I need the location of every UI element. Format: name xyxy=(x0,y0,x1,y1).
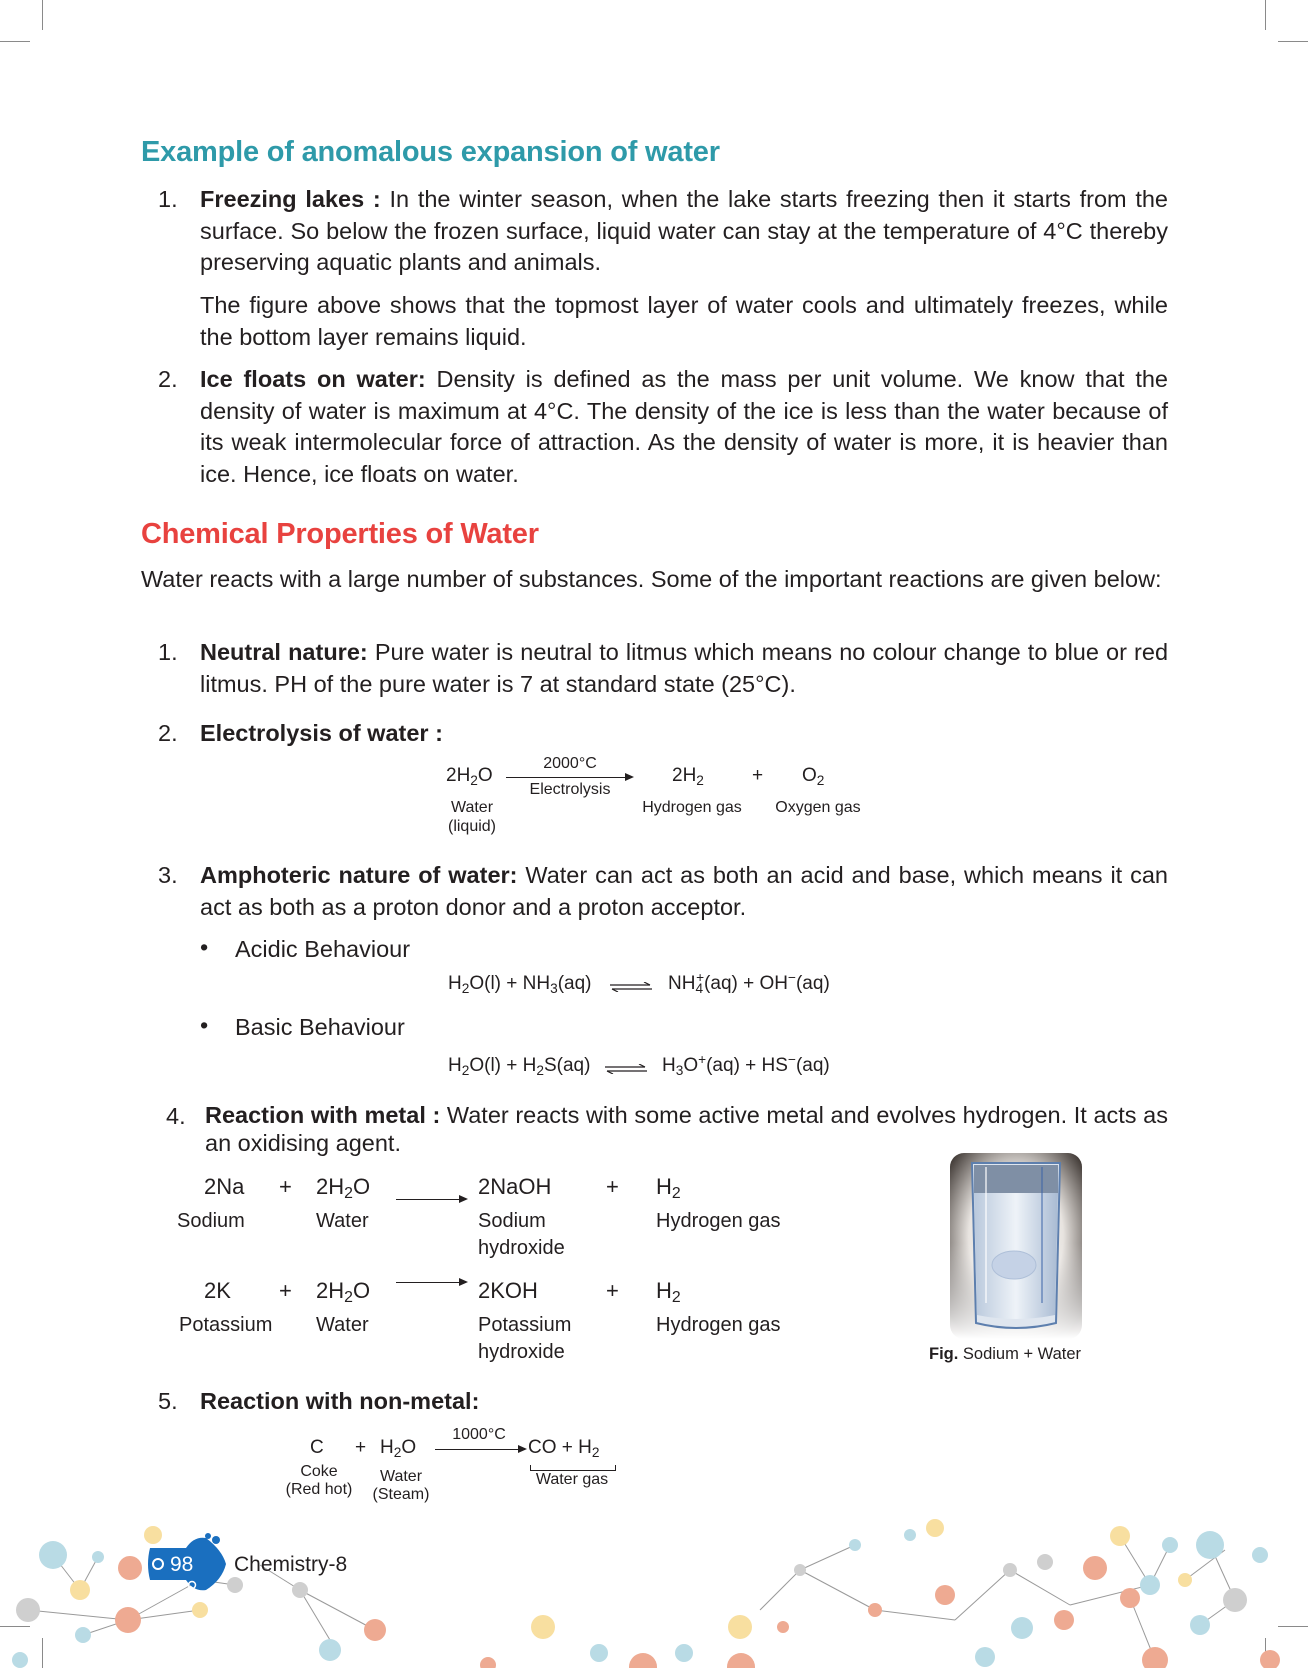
reactant-carbon: C xyxy=(310,1437,324,1458)
bullet-dot: • xyxy=(200,934,209,960)
item-text: Density is defined as the mass per unit volume. We know that the density of water is maximum at 4°C. The density of the ice is less than the water because of its weak intermolecular force of attraction. As the density of water is more, it is heavier than ice. Hence, ice floats on water. xyxy=(200,366,1168,487)
sodium-water-glass-photo xyxy=(950,1153,1082,1339)
equation-condition-top: 2000°C xyxy=(543,755,597,772)
list-number: 2. xyxy=(158,366,178,392)
list-item-reaction-non-metal xyxy=(200,1386,479,1418)
label-red-hot: (Red hot) xyxy=(285,1481,353,1498)
product-koh: 2KOH xyxy=(478,1278,538,1303)
item-text: Pure water is neutral to litmus which means no colour change to blue or red litmus. PH of the pure water is 7 at standard state (25°C). xyxy=(200,639,1169,697)
list-item-freezing-lakes xyxy=(200,184,1168,279)
basic-equation: $H_2O(l) + H_2S(aq)$ xyxy=(448,1055,591,1078)
figure-caption-text: Sodium + Water xyxy=(958,1345,1082,1363)
plus-sign: + xyxy=(279,1174,292,1199)
item-title: Reaction with non-metal: xyxy=(200,1388,480,1414)
label-steam: (Steam) xyxy=(372,1486,430,1503)
label-sodium: Sodium xyxy=(177,1210,245,1232)
reactant-sodium: 2Na xyxy=(204,1174,245,1199)
list-item-neutral-nature xyxy=(200,637,1168,700)
reactant-steam: $H_2O$ xyxy=(380,1437,417,1460)
plus-sign: + xyxy=(279,1278,292,1303)
figure-caption xyxy=(929,1345,1081,1364)
product-hydrogen: $H_2$ xyxy=(656,1278,681,1306)
condition-temperature: 1000°C xyxy=(452,1426,506,1443)
basic-behaviour-label: Basic Behaviour xyxy=(235,1014,405,1040)
equation-condition-bottom: Electrolysis xyxy=(529,781,611,798)
reaction-arrow xyxy=(396,1282,466,1283)
section-intro: Water reacts with a large number of substances. Some of the important reactions are given below: xyxy=(141,566,1162,592)
crop-mark xyxy=(42,0,43,30)
list-number: 1. xyxy=(158,186,178,212)
list-item-amphoteric xyxy=(200,860,1168,923)
products-water-gas: CO + $H_2$ xyxy=(528,1437,600,1460)
reactant-potassium: 2K xyxy=(204,1278,231,1303)
product-naoh: 2NaOH xyxy=(478,1174,552,1199)
item-title: Reaction with metal : xyxy=(205,1102,441,1128)
product-hydrogen: $H_2$ xyxy=(656,1174,681,1202)
label-water-gas: Water gas xyxy=(535,1471,609,1488)
label-water: Water xyxy=(379,1468,423,1485)
label-oxygen-gas: Oxygen gas xyxy=(775,799,861,816)
acidic-behaviour-label: Acidic Behaviour xyxy=(235,936,411,962)
equation-plus: + xyxy=(752,765,764,786)
item-text: In the winter season, when the lake starts freezing then it starts from the surface. So below the frozen surface, liquid water can stay at the temperature of 4°C thereby preserving aquatic plants and animals. xyxy=(200,186,1168,275)
crop-mark xyxy=(1278,41,1308,42)
list-number: 4. xyxy=(166,1103,186,1129)
reaction-arrow xyxy=(435,1449,525,1450)
label-water: Water xyxy=(450,799,494,816)
item-text: Water reacts with some active metal and evolves hydrogen. It acts as an oxidising agent. xyxy=(205,1102,1168,1156)
crop-mark xyxy=(1265,0,1266,30)
label-sodium-hydroxide-1: Sodium xyxy=(478,1210,546,1232)
label-potassium-hydroxide-2: hydroxide xyxy=(478,1341,565,1363)
equation-product-oxygen: $O_2$ xyxy=(802,765,825,788)
list-number: 5. xyxy=(158,1388,178,1414)
bullet-dot: • xyxy=(200,1012,209,1038)
crop-mark xyxy=(0,41,30,42)
equation-product-hydrogen: $2H_2$ xyxy=(672,765,704,788)
acidic-equation: $H_2O(l) + NH_3(aq)$ xyxy=(448,973,592,996)
item-title: Neutral nature: xyxy=(200,639,368,665)
item-title: Amphoteric nature of water: xyxy=(200,862,518,888)
label-hydrogen-gas: Hydrogen gas xyxy=(656,1210,781,1232)
equation-reactant: $2H_2O$ xyxy=(446,765,493,788)
equilibrium-arrow-icon xyxy=(605,1064,647,1074)
label-hydrogen-gas: Hydrogen gas xyxy=(656,1314,781,1336)
basic-equation-products: $H_3O^+(aq) + HS^-(aq)$ xyxy=(662,1052,830,1078)
list-item-ice-floats xyxy=(200,364,1168,490)
label-potassium: Potassium xyxy=(179,1314,273,1336)
page-number: 98 xyxy=(170,1553,194,1576)
reactant-water: $2H_2O$ xyxy=(316,1174,371,1202)
reaction-arrow xyxy=(396,1199,466,1200)
acidic-equation-products: $NH_4^+(aq) + OH^-(aq)$ xyxy=(668,970,830,996)
list-number: 3. xyxy=(158,862,178,888)
list-item-electrolysis xyxy=(200,718,1168,750)
list-item-reaction-metal xyxy=(205,1101,1168,1157)
figure-caption-label: Fig. xyxy=(929,1345,959,1363)
label-water: Water xyxy=(316,1314,369,1336)
item-title: Electrolysis of water : xyxy=(200,720,443,746)
item-text: Water can act as both an acid and base, which means it can act as both as a proton donor and a proton acceptor. xyxy=(200,862,1168,920)
label-potassium-hydroxide-1: Potassium xyxy=(478,1314,572,1336)
list-number: 2. xyxy=(158,720,178,746)
label-coke: Coke xyxy=(300,1463,338,1480)
paragraph-figure-note: The figure above shows that the topmost layer of water cools and ultimately freezes, while the bottom layer remains liquid. xyxy=(200,292,1168,350)
label-sodium-hydroxide-2: hydroxide xyxy=(478,1237,565,1259)
label-liquid: (liquid) xyxy=(447,818,496,835)
plus-sign: + xyxy=(606,1174,619,1199)
reactant-water: $2H_2O$ xyxy=(316,1278,371,1306)
label-water: Water xyxy=(316,1210,369,1232)
plus-sign: + xyxy=(606,1278,619,1303)
plus-sign: + xyxy=(355,1437,367,1458)
item-title: Freezing lakes : xyxy=(200,186,381,212)
section-heading-chemical-properties: Chemical Properties of Water xyxy=(141,518,539,550)
label-hydrogen-gas: Hydrogen gas xyxy=(642,799,742,816)
section-heading-anomalous-expansion: Example of anomalous expansion of water xyxy=(141,136,720,168)
book-title: Chemistry-8 xyxy=(234,1553,348,1576)
list-number: 1. xyxy=(158,639,178,665)
item-title: Ice floats on water: xyxy=(200,366,426,392)
equilibrium-arrow-icon xyxy=(610,982,652,992)
reaction-arrow xyxy=(506,777,632,778)
